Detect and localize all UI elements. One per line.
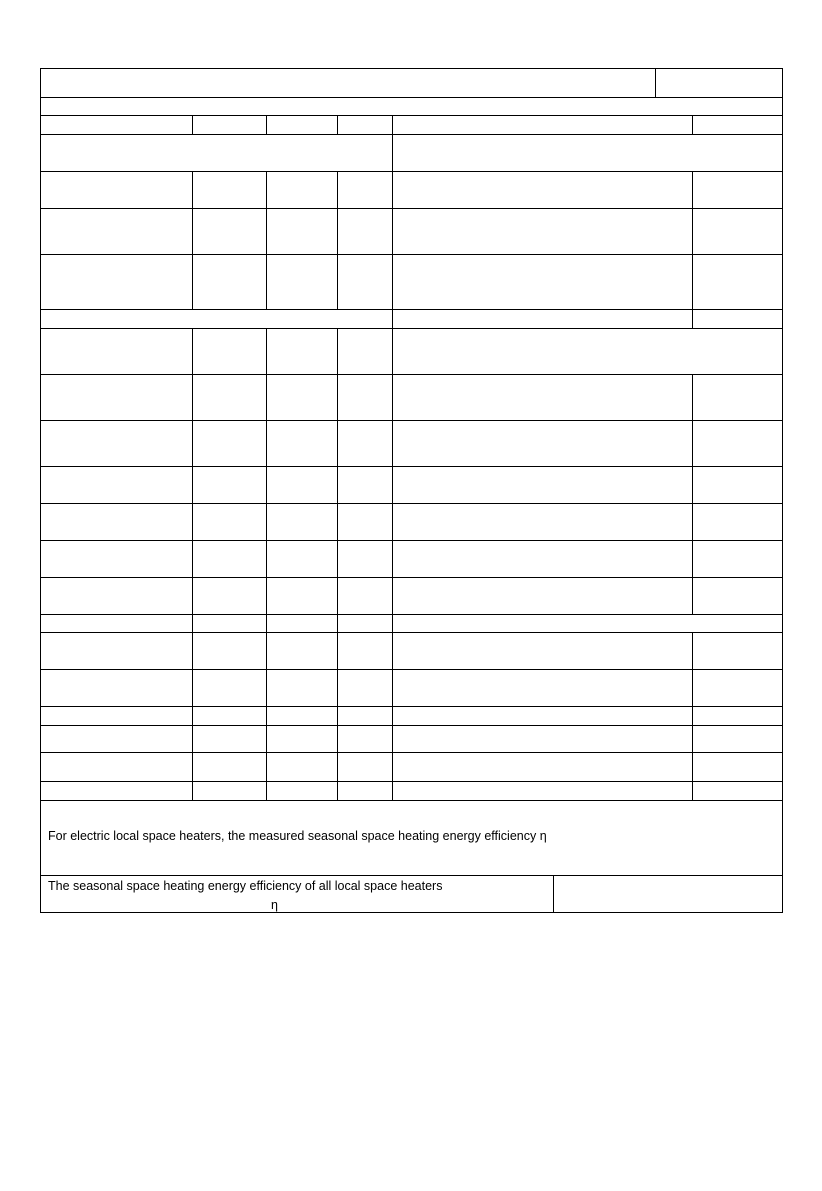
summary-value-cell (554, 876, 782, 912)
summary-symbol: η (271, 898, 278, 912)
table-frame (40, 68, 783, 913)
header-model-cell (656, 68, 783, 98)
summary-label: The seasonal space heating energy efficiency of all local space heaters (48, 879, 443, 893)
footer-note: For electric local space heaters, the measured seasonal space heating energy efficiency η (48, 829, 547, 843)
header-title-cell (40, 68, 656, 98)
